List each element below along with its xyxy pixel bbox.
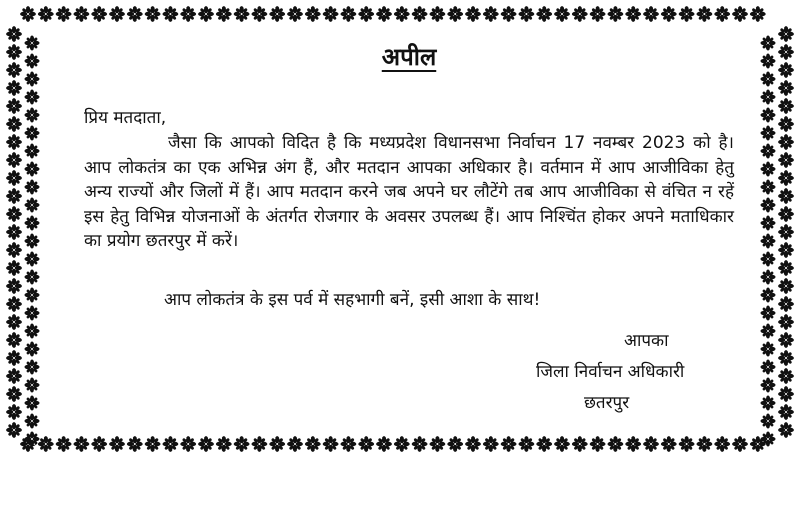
flower-ornament	[24, 395, 39, 410]
flower-ornament	[376, 6, 392, 22]
flower-ornament	[20, 6, 36, 22]
flower-ornament	[760, 143, 775, 158]
flower-ornament	[750, 6, 766, 22]
flower-ornament	[778, 80, 794, 96]
flower-ornament	[465, 6, 481, 22]
signatory-location: छतरपुर	[584, 393, 630, 413]
body-paragraph-2: आप लोकतंत्र के इस पर्व में सहभागी बनें, इसी आशा के साथ!	[164, 290, 541, 310]
flower-ornament	[6, 80, 22, 96]
flower-ornament	[24, 251, 39, 266]
flower-ornament	[778, 188, 794, 204]
flower-ornament	[447, 6, 463, 22]
flower-ornament	[6, 314, 22, 330]
flower-ornament	[412, 6, 428, 22]
flower-ornament	[358, 6, 374, 22]
flower-ornament	[536, 6, 552, 22]
flower-ornament	[91, 6, 107, 22]
flower-ornament	[760, 197, 775, 212]
flower-ornament	[269, 6, 285, 22]
flower-ornament	[760, 359, 775, 374]
flower-ornament	[778, 368, 794, 384]
flower-ornament	[760, 125, 775, 140]
flower-ornament	[394, 6, 410, 22]
flower-ornament	[198, 6, 214, 22]
flower-ornament	[778, 26, 794, 42]
flower-ornament	[163, 6, 179, 22]
flower-ornament	[483, 6, 499, 22]
flower-ornament	[234, 6, 250, 22]
flower-ornament	[305, 6, 321, 22]
flower-ornament	[6, 170, 22, 186]
salutation: प्रिय मतदाता,	[84, 108, 167, 128]
flower-ornament	[778, 44, 794, 60]
flower-ornament	[252, 6, 268, 22]
flower-ornament	[6, 152, 22, 168]
flower-ornament	[24, 179, 39, 194]
flower-ornament	[608, 6, 624, 22]
flower-ornament	[24, 287, 39, 302]
flower-ornament	[760, 377, 775, 392]
flower-ornament	[56, 6, 72, 22]
flower-ornament	[24, 269, 39, 284]
flower-ornament	[778, 116, 794, 132]
flower-ornament	[760, 305, 775, 320]
flower-ornament	[760, 251, 775, 266]
flower-ornament	[6, 296, 22, 312]
flower-ornament	[24, 341, 39, 356]
flower-ornament	[216, 6, 232, 22]
flower-ornament	[760, 53, 775, 68]
flower-ornament	[24, 53, 39, 68]
flower-ornament	[6, 260, 22, 276]
letter-content	[84, 40, 734, 440]
flower-ornament	[24, 233, 39, 248]
flower-ornament	[24, 161, 39, 176]
flower-ornament	[760, 413, 775, 428]
flower-ornament	[778, 332, 794, 348]
flower-ornament	[127, 6, 143, 22]
flower-ornament	[287, 6, 303, 22]
flower-ornament	[760, 71, 775, 86]
flower-ornament	[572, 6, 588, 22]
flower-ornament	[760, 179, 775, 194]
flower-ornament	[778, 386, 794, 402]
flower-ornament	[760, 89, 775, 104]
flower-ornament	[501, 6, 517, 22]
flower-ornament	[6, 98, 22, 114]
flower-ornament	[24, 197, 39, 212]
flower-ornament	[760, 233, 775, 248]
flower-ornament	[6, 26, 22, 42]
flower-ornament	[778, 278, 794, 294]
flower-ornament	[679, 6, 695, 22]
flower-ornament	[625, 6, 641, 22]
flower-ornament	[6, 368, 22, 384]
flower-ornament	[56, 436, 72, 452]
flower-ornament	[519, 6, 535, 22]
flower-ornament	[180, 6, 196, 22]
flower-ornament	[6, 62, 22, 78]
flower-ornament	[6, 332, 22, 348]
flower-ornament	[24, 413, 39, 428]
flower-ornament	[778, 422, 794, 438]
flower-ornament	[6, 188, 22, 204]
flower-ornament	[778, 62, 794, 78]
flower-ornament	[6, 422, 22, 438]
flower-ornament	[778, 170, 794, 186]
flower-ornament	[6, 116, 22, 132]
flower-ornament	[38, 436, 54, 452]
flower-ornament	[778, 314, 794, 330]
flower-ornament	[24, 305, 39, 320]
flower-ornament	[590, 6, 606, 22]
title-text: अपील	[381, 43, 437, 71]
flower-ornament	[760, 341, 775, 356]
flower-ornament	[760, 269, 775, 284]
flower-ornament	[6, 386, 22, 402]
flower-ornament	[778, 134, 794, 150]
flower-ornament	[24, 359, 39, 374]
flower-ornament	[760, 215, 775, 230]
flower-ornament	[778, 152, 794, 168]
flower-ornament	[732, 6, 748, 22]
signatory-designation: जिला निर्वाचन अधिकारी	[536, 362, 685, 382]
flower-ornament	[778, 260, 794, 276]
flower-ornament	[341, 6, 357, 22]
flower-ornament	[6, 44, 22, 60]
flower-ornament	[778, 242, 794, 258]
closing-line-1: आपका	[624, 331, 669, 351]
letter-title	[84, 40, 734, 73]
flower-ornament	[6, 242, 22, 258]
flower-ornament	[323, 6, 339, 22]
flower-ornament	[24, 89, 39, 104]
flower-ornament	[661, 6, 677, 22]
flower-ornament	[24, 107, 39, 122]
flower-ornament	[760, 107, 775, 122]
flower-ornament	[24, 143, 39, 158]
flower-ornament	[24, 125, 39, 140]
body-paragraph-1: जैसा कि आपको विदित है कि मध्यप्रदेश विधानसभा निर्वाचन 17 नवम्बर 2023 को है। आप लोकतंत्र का एक अभिन्न अंग हैं, और मतदान आपका अधिकार है। वर्तमान में आप आजीविका हेतु अन्य राज्यों और जिलों में हैं। आप मतदान करने जब अपने घर लौटेंगे तब आप आजीविका से वंचित न रहें इस हेतु विभिन्न योजनाओं के अंतर्गत रोजगार के अवसर उपलब्ध हैं। आप निश्चिंत होकर अपने मताधिकार का प्रयोग छतरपुर में करें।	[84, 133, 734, 251]
flower-ornament	[24, 377, 39, 392]
flower-ornament	[643, 6, 659, 22]
flower-ornament	[24, 35, 39, 50]
flower-ornament	[430, 6, 446, 22]
flower-ornament	[74, 6, 90, 22]
flower-ornament	[714, 6, 730, 22]
flower-ornament	[24, 323, 39, 338]
flower-ornament	[760, 395, 775, 410]
flower-ornament	[6, 134, 22, 150]
flower-ornament	[778, 98, 794, 114]
flower-ornament	[38, 6, 54, 22]
flower-ornament	[6, 350, 22, 366]
flower-ornament	[24, 215, 39, 230]
flower-ornament	[760, 161, 775, 176]
flower-ornament	[109, 6, 125, 22]
flower-ornament	[778, 404, 794, 420]
flower-ornament	[732, 436, 748, 452]
flower-ornament	[6, 206, 22, 222]
flower-ornament	[145, 6, 161, 22]
flower-ornament	[6, 224, 22, 240]
flower-ornament	[6, 404, 22, 420]
flower-ornament	[760, 323, 775, 338]
flower-ornament	[697, 6, 713, 22]
flower-ornament	[760, 287, 775, 302]
flower-ornament	[778, 206, 794, 222]
flower-ornament	[778, 350, 794, 366]
flower-ornament	[778, 296, 794, 312]
flower-ornament	[24, 71, 39, 86]
flower-ornament	[778, 224, 794, 240]
flower-ornament	[6, 278, 22, 294]
flower-ornament	[554, 6, 570, 22]
flower-ornament	[760, 35, 775, 50]
